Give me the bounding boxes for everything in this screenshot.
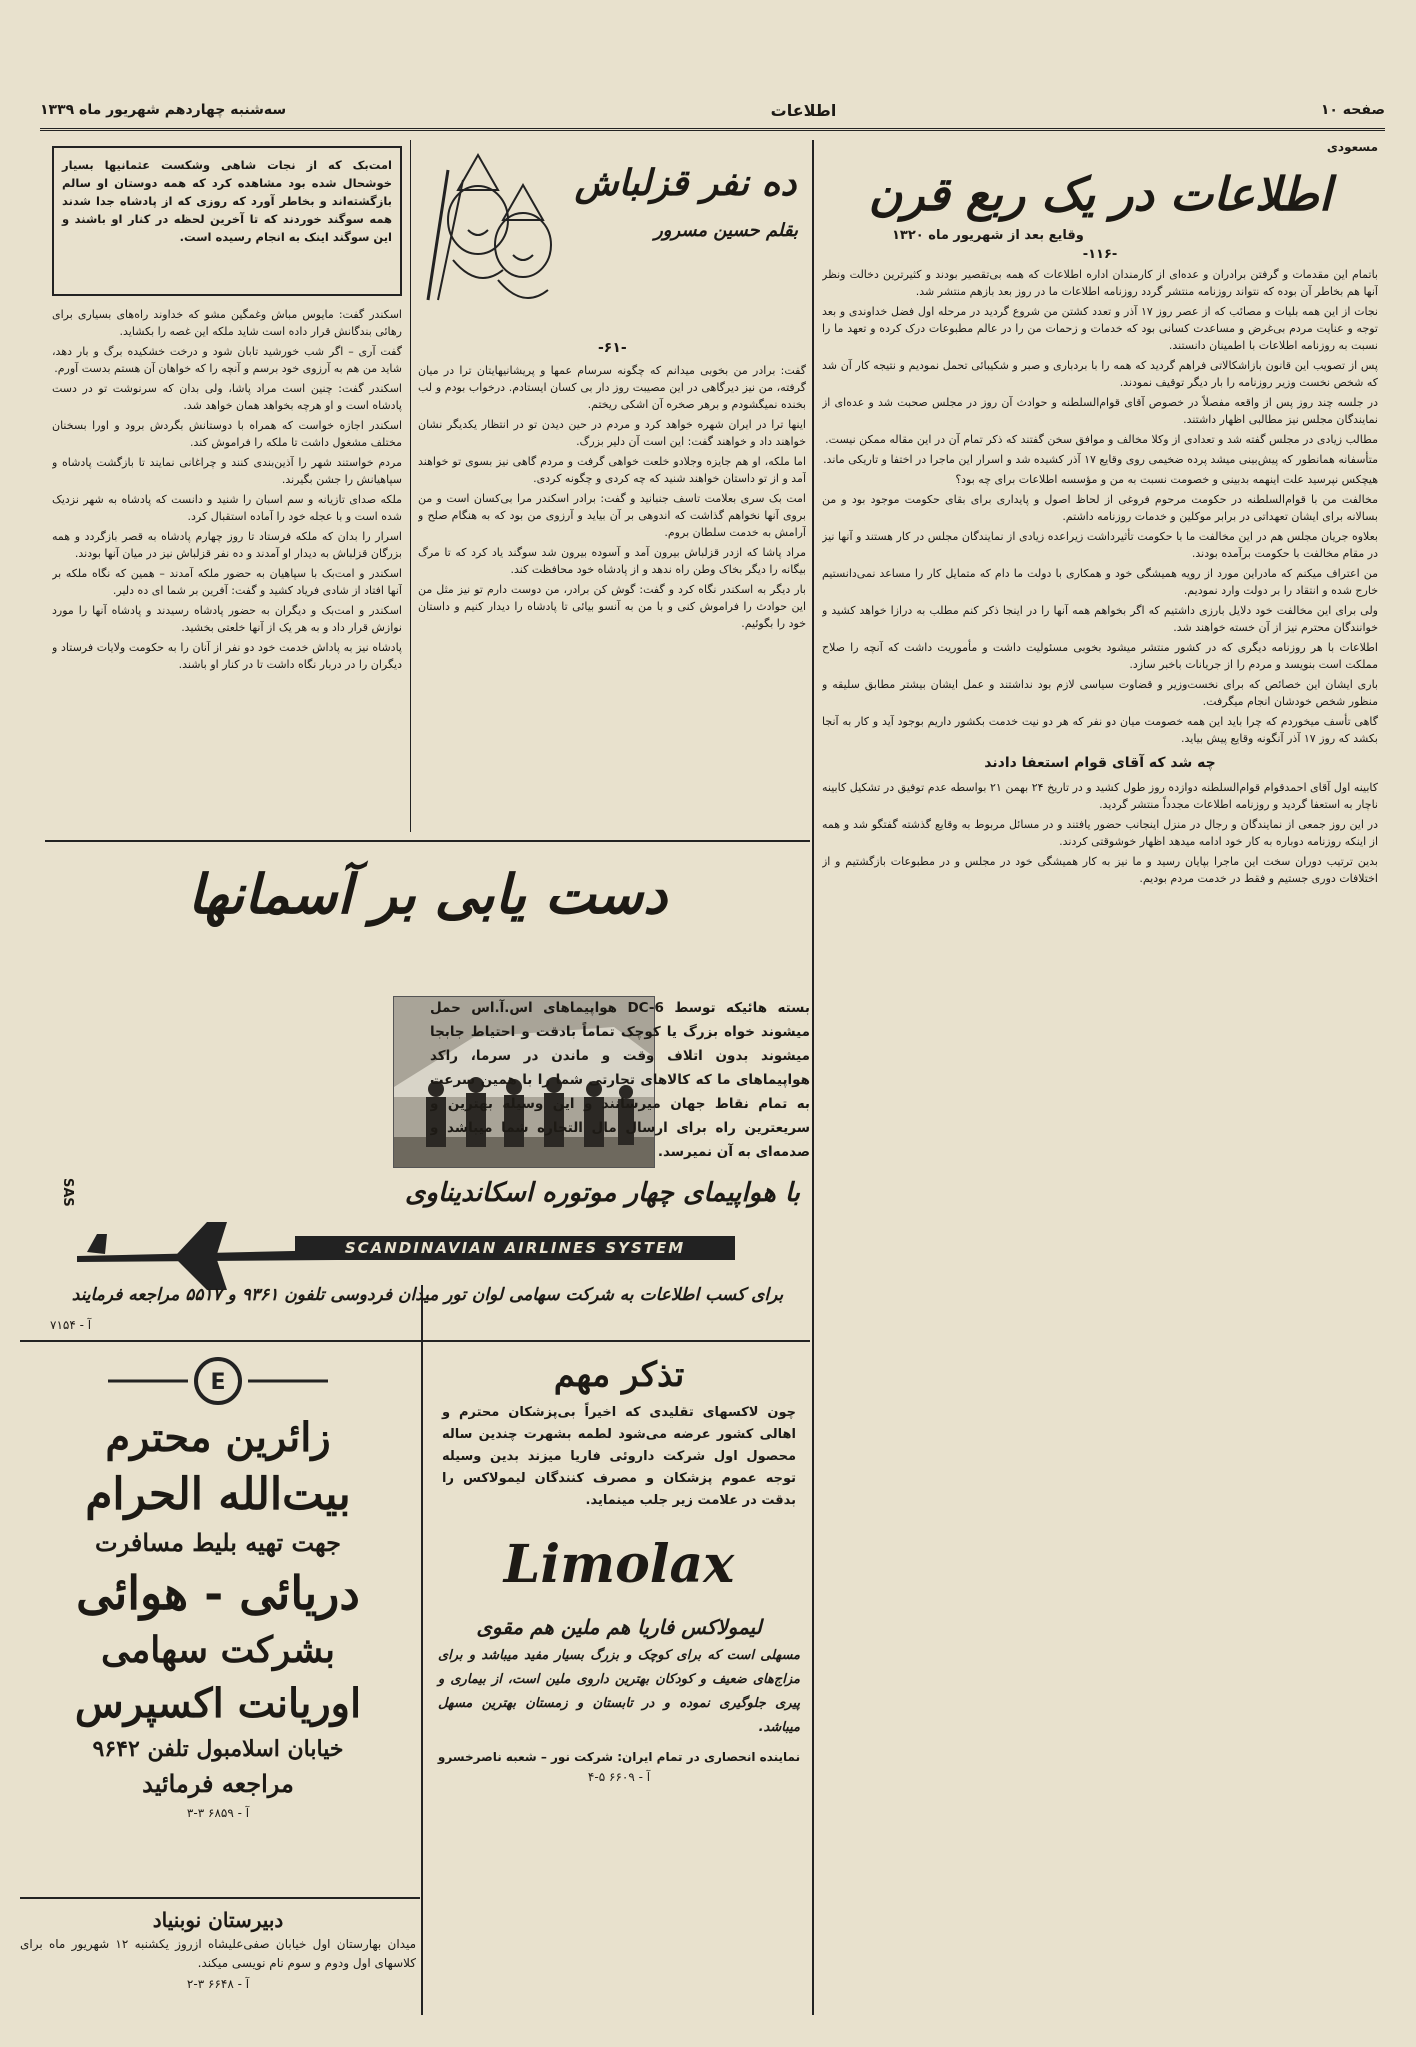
serial-paragraph: اسکندر و امت‌بک با سپاهیان به حضور ملکه آمدند – همین که نگاه ملکه بر آنها افتاد از شادی فریاد کشید و گفت: آفرین بر شما ای ده دلیر. xyxy=(52,567,402,597)
limolax-slogan: لیمولاکس فاریا هم ملین هم مقوی xyxy=(476,1615,762,1639)
divider-above-school-ad xyxy=(20,1897,420,1899)
orient-line-8: مراجعه فرمائید xyxy=(142,1769,294,1798)
history-paragraph: نجات از این همه بلیات و مصائب که از عصر روز ۱۷ آذر و تعدد کشتن من شروع گردید در مرحله اول فضل خداوندی و بعد توجه و عنایت مردم بی‌غرض و مساعدت کسانی بود که خدمات و زحمات من را در عالم مطبوعات درک کرده و تعهد ما را نسبت به روزنامه اطلاعات با اطمینان دانستند. xyxy=(822,305,1378,352)
history-paragraph: پس از تصویب این قانون بازاشکالاتی فراهم گردید که همه را با بردباری و صبر و شکیبائی تحمل نمودیم و نتیجه کار آن شد که شخص نخست وزیر روزنامه را بار دیگر توقیف نمودند. xyxy=(822,359,1378,389)
orient-ref: آ - ۶۸۵۹ ۳-۳ xyxy=(186,1806,250,1820)
sas-tagline: با هواپیمای چهار موتوره اسکاندیناوی xyxy=(405,1178,800,1208)
sas-body: بسته هائیکه توسط DC-6 هواپیماهای اس.آ.اس حمل میشوند خواه بزرگ یا کوچک تماماً بادقت و احتیاط جابجا میشوند بدون اتلاف وقت و ماندن در سرما، راکد هواپیماهای ما که کالاهای تجارتی شما را با همین سرعت به تمام نقاط جهان میرسانند و این وسیله بهترین و سریعترین راه برای ارسال مال التجاره شما میباشد و صدمه‌ای به آن نمیرسد. xyxy=(430,1000,810,1160)
history-paragraph: بدین ترتیب دوران سخت این ماجرا بپایان رسید و ما نیز به کار همیشگی خود در مجلس و در مطبوعات بازگشتیم و از اختلافات دوری جستیم و فقط در خدمت مردم بودیم. xyxy=(822,855,1378,885)
history-paragraph: متأسفانه همانطور که پیش‌بینی میشد پرده ضخیمی روی وقایع ۱۷ آذر کشیده شد و اسرار این ماجرا در اختفا و تاریکی ماند. xyxy=(823,453,1378,466)
serial-paragraph: مراد پاشا که ازدر قزلباش بیرون آمد و آسوده بیرون شد سوگند یاد کرد که تا مرگ بیگانه را دیگر بخاک وطن راه ندهد و از پادشاه خود محافظت کند. xyxy=(418,546,806,576)
orient-line-4: دریائی - هوائی xyxy=(76,1566,360,1620)
history-paragraph: مخالفت من با قوام‌السلطنه در حکومت مرحوم فروغی از لحاظ اصول و پایداری برای بقای حکومت موجود بود و من بسالانه برای ایشان تعهداتی در برابر موکلین و خدمات روزنامه داشتم. xyxy=(822,493,1378,523)
serial-episode: -۶۱- xyxy=(598,340,627,356)
qizilbash-illustration xyxy=(418,150,568,310)
history-paragraph: مطالب زیادی در مجلس گفته شد و تعدادی از وکلا مخالف و موافق سخن گفتند که ذکر تمام آن در این مقاله ممکن نیست. xyxy=(825,433,1378,446)
history-paragraph: بعلاوه جریان مجلس هم در این مخالفت ما با حکومت تأثیرداشت زیراعده زیادی از نمایندگان مجلس در کار هستند و آنها نیز در مقام مخالفت با حکومت برآمده بودند. xyxy=(822,530,1378,560)
serial-paragraph: اما ملکه، او هم جایزه وجلادو خلعت خواهی گرفت و مردم گاهی نیز بسوی تو خواهند آمد و از تو داستان خواهند شنید که چه کردی و چگونه کردی. xyxy=(418,455,806,485)
orient-logo-icon xyxy=(108,1356,328,1406)
serial-story-header xyxy=(418,140,806,360)
serial-paragraph: گفت آری – اگر شب خورشید تابان شود و درخت خشکیده برگ و بار دهد، شاید من هم به آرزوی خود برسم و آنچه را که خواهان آن هستم بدست آورم. xyxy=(52,345,402,375)
serial-paragraph: بار دیگر به اسکندر نگاه کرد و گفت: گوش کن برادر، من دوست دارم تو نیز مثل من این حوادث را فراموش کنی و با من به آنسو بیائی تا پادشاه را دیدار کنیم و داستان خود را بگوئیم. xyxy=(418,583,806,630)
history-episode: -۱۱۶- xyxy=(1082,247,1118,262)
sas-ref: آ - ۷۱۵۴ xyxy=(50,1318,92,1332)
history-paragraph: در جلسه چند روز پس از واقعه مفصلاً در خصوص آقای قوام‌السلطنه و حوادث آن روز در مجلس صحبت شد و عده‌ای از نمایندگان مجلس نیز مطالبی اظهار داشتند. xyxy=(822,396,1378,426)
serial-title: ده نفر قزلباش xyxy=(574,162,797,204)
sas-ad xyxy=(45,848,810,1278)
history-column xyxy=(822,140,1378,2025)
school-ad xyxy=(20,1905,416,2015)
limolax-body: چون لاکسهای تقلیدی که اخیراً بی‌پزشکان محترم و اهالی کشور عرضه می‌شود لطمه بشهرت چندین ساله محصول اول شرکت داروئی فاریا میزند بدین وسیله توجه عموم پزشکان و مصرف کنندگان لیمولاکس را بدقت در علامت زیر جلب مینماید. xyxy=(442,1405,796,1508)
orient-line-3: جهت تهیه بلیط مسافرت xyxy=(95,1528,341,1557)
sas-banner: SCANDINAVIAN AIRLINES SYSTEM xyxy=(295,1236,735,1260)
column-rule-top-middle xyxy=(410,140,411,832)
paper-name: اطلاعات xyxy=(770,100,837,120)
limolax-desc: مسهلی است که برای کوچک و بزرگ بسیار مفید میباشد و برای مزاج‌های ضعیف و کودکان بهترین داروی ملین است، از بیماری و پیری جلوگیری نموده و در تابستان و زمستان بهترین مسهل میباشد. xyxy=(438,1648,800,1735)
sas-logo: SAS xyxy=(60,1178,75,1207)
serial-paragraph: امت بک سری بعلامت تاسف جنبانید و گفت: برادر اسکندر مرا بی‌کسان است و من بروی آنها نخواهم گذاشت که اندوهی بر آن بیاید و آرزوی من بود که به هنگام صلح و آرامش به خدمت سلطان بروم. xyxy=(418,492,806,539)
history-paragraph: من اعتراف میکنم که مادراین مورد از رویه همیشگی خود و همکاری با دولت ما دام که متمایل کار را مساعد نمی‌دانستیم خارج شده و انتقاد را بر دولت وارد نمودیم. xyxy=(822,567,1378,597)
history-paragraph: باری ایشان این خصائص که برای نخست‌وزیر و قضاوت سیاسی لازم بود نداشتند و عمل ایشان بیشتر مطابق سلیقه و منظور شخص خودشان انجام میگرفت. xyxy=(822,678,1378,708)
history-paragraph: اطلاعات با هر روزنامه دیگری که در کشور منتشر میشود بخوبی مسئولیت داشت و مأموریت داشت که آنچه را صلاح مملکت است بنویسد و مردم را از جریانات باخبر سازد. xyxy=(822,641,1378,671)
limolax-brand: Limolax xyxy=(503,1534,735,1595)
page-number: صفحه ۱۰ xyxy=(1320,102,1385,118)
serial-story-left-column xyxy=(418,362,806,832)
orient-line-5: بشرکت سهامی xyxy=(100,1629,336,1671)
history-author: مسعودی xyxy=(1326,140,1378,154)
serial-paragraph: اسکندر اجازه خواست که همراه با دوستانش بگردش برود و اورا بسخنان مختلف مشغول داشت تا ملکه را فراموش کند. xyxy=(52,419,402,449)
serial-paragraph: اسکندر گفت: چنین است مراد پاشا، ولی بدان که سرنوشت تو در دست پادشاه است و او هرچه بخواهد همان خواهد شد. xyxy=(52,382,402,412)
divider-above-bottom-ads xyxy=(20,1340,810,1342)
svg-text:E: E xyxy=(210,1370,226,1395)
sas-headline: دست یابی بر آسمانها xyxy=(187,862,668,926)
column-rule-right xyxy=(812,140,814,2015)
history-paragraph: ولی برای این مخالفت خود دلایل بارزی داشتیم که اگر بخواهم همه آنها را در اینجا ذکر کنم مطلب به درازا خواهد کشید و خوانندگان محترم نیز از آن خسته خواهند شد. xyxy=(822,604,1378,634)
history-paragraph: کابینه اول آقای احمدقوام قوام‌السلطنه دوازده روز طول کشید و در تاریخ ۲۴ بهمن ۲۱ بواسطه عدم توفیق در تشکیل کابینه ناچار به استعفا گردید و روزنامه اطلاعات مجدداً منتشر گردید. xyxy=(822,781,1378,811)
limolax-title: تذکر مهم xyxy=(553,1355,685,1395)
column-rule-bottom-middle xyxy=(421,1285,423,2015)
school-ref: آ - ۶۶۴۸ ۳-۲ xyxy=(186,1977,250,1991)
limolax-ref: آ - ۶۶۰۹ ۵-۴ xyxy=(587,1770,651,1784)
history-subheading: چه شد که آقای قوام استعفا دادند xyxy=(984,755,1216,771)
school-body: میدان بهارستان اول خیابان صفی‌علیشاه ازروز یکشنبه ۱۲ شهریور ماه برای کلاسهای اول ودوم و سوم نام نویسی میکند. xyxy=(20,1937,416,1970)
history-paragraph: در این روز جمعی از نمایندگان و رجال در منزل اینجانب حضور یافتند و در مسائل مربوط به وقایع گذشته گفتگو شد و همه از اینکه روزنامه دوباره به کار خود ادامه میدهد اظهار خوشوقتی کردند. xyxy=(822,818,1378,848)
serial-paragraph: ملکه صدای تازیانه و سم اسبان را شنید و دانست که پادشاه به شهر نزدیک شده است و با عجله خود را آماده استقبال کرد. xyxy=(52,493,402,523)
serial-byline: بقلم حسین مسرور xyxy=(654,220,798,241)
limolax-footer: نماینده انحصاری در تمام ایران: شرکت نور – شعبه ناصرخسرو xyxy=(437,1750,801,1764)
history-subtitle: وقایع بعد از شهریور ماه ۱۳۲۰ xyxy=(892,228,1084,243)
serial-story-right-column xyxy=(52,306,402,832)
orient-line-1: زائرین محترم xyxy=(105,1414,331,1461)
serial-paragraph: مردم خواستند شهر را آذین‌بندی کنند و چراغانی نمایند تا بازگشت پادشاه و سپاهیانش را جشن بگیرند. xyxy=(52,456,402,486)
serial-paragraph: اسرار را بدان که ملکه فرستاد تا روز چهارم پادشاه به قصر بازگردد و همه بزرگان قزلباش به دیدار او آمدند و ده نفر قزلباش نیز در میان آنها بودند. xyxy=(52,530,402,560)
divider-above-airline-ad xyxy=(45,840,810,842)
school-title: دبیرستان نوبنیاد xyxy=(152,1908,284,1932)
issue-date: سه‌شنبه چهاردهم شهریور ماه ۱۳۳۹ xyxy=(40,102,287,118)
orient-line-6: اوریانت اکسپرس xyxy=(74,1680,362,1727)
orient-express-ad xyxy=(20,1348,416,1888)
serial-paragraph: اسکندر گفت: مایوس مباش وغمگین مشو که خداوند راه‌های بسیاری برای رهائی بندگانش قرار داده است شاید ملکه این غصه را بکشاید. xyxy=(52,308,402,338)
serial-paragraph: اسکندر و امت‌بک و دیگران به حضور پادشاه رسیدند و پادشاه آنها را مورد نوازش قرار داد و به هر یک از آنها خلعتی بخشید. xyxy=(52,604,402,634)
serial-paragraph: گفت: برادر من بخوبی میدانم که چگونه سرسام عمها و پریشانیهایتان ترا در میان گرفته، من نیز دیرگاهی در این مصیبت روز دار بی کسان ایستادم. درخواب بودم و لب بخنده نمیگشودم و برهر صخره آن اشکی ریختم. xyxy=(418,364,806,411)
serial-paragraph: اینها ترا در ایران شهره خواهد کرد و مردم در حین دیدن تو در انتظار یکدیگر نشان خواهند داد و خواهند گفت: این است آن دلیر بزرگ. xyxy=(418,418,806,448)
limolax-ad xyxy=(430,1348,808,2008)
sas-contact: برای کسب اطلاعات به شرکت سهامی لوان تور میدان فردوسی تلفون ۹۳۶۱ و ۵۵۱۷ مراجعه فرمایند xyxy=(71,1285,784,1305)
history-title: اطلاعات در یک ربع قرن xyxy=(868,167,1332,221)
history-paragraph: باتمام این مقدمات و گرفتن برادران و عده‌ای از کارمندان اداره اطلاعات که همه بی‌تقصیر بودند و کثیرترین دخالت ونظر آنها هم بخاطر آن بوده که نتواند روزنامه منتشر گردد روزنامه اطلاعات ما در روز بعد بازهم منتشر شد. xyxy=(822,268,1378,298)
serial-summary-box xyxy=(52,146,402,296)
masthead xyxy=(40,92,1385,131)
history-paragraph: هیچکس نپرسید علت اینهمه بدبینی و خصومت نسبت به من و مؤسسه اطلاعات برای چه بود؟ xyxy=(955,473,1378,486)
history-paragraph: گاهی تأسف میخوردم که چرا باید این همه خصومت میان دو نفر که هر دو نیت خدمت بکشور داریم بوجود آید و کار به آنجا بکشد که روز ۱۷ آذر آنگونه وقایع پیش بیاید. xyxy=(822,715,1378,745)
orient-line-7: خیابان اسلامبول تلفن ۹۶۴۲ xyxy=(92,1736,344,1762)
serial-paragraph: پادشاه نیز به پاداش خدمت خود دو نفر از آنان را به حکومت ولایات فرستاد و دیگران را در دربار نگاه داشت تا در کنار او باشند. xyxy=(52,641,402,671)
orient-line-2: بیت‌الله الحرام xyxy=(85,1469,351,1520)
serial-box-text: امت‌بک که از نجات شاهی وشکست عثمانیها بسیار خوشحال شده بود مشاهده کرد که همه دوستان او سالم بازگشته‌اند و بخاطر آورد که روزی که از پادشاه جدا شدند همه سوگند خوردند که تا آخرین لحظه در کنار او باشند و این سوگند اینک به انجام رسیده است. xyxy=(62,158,392,244)
